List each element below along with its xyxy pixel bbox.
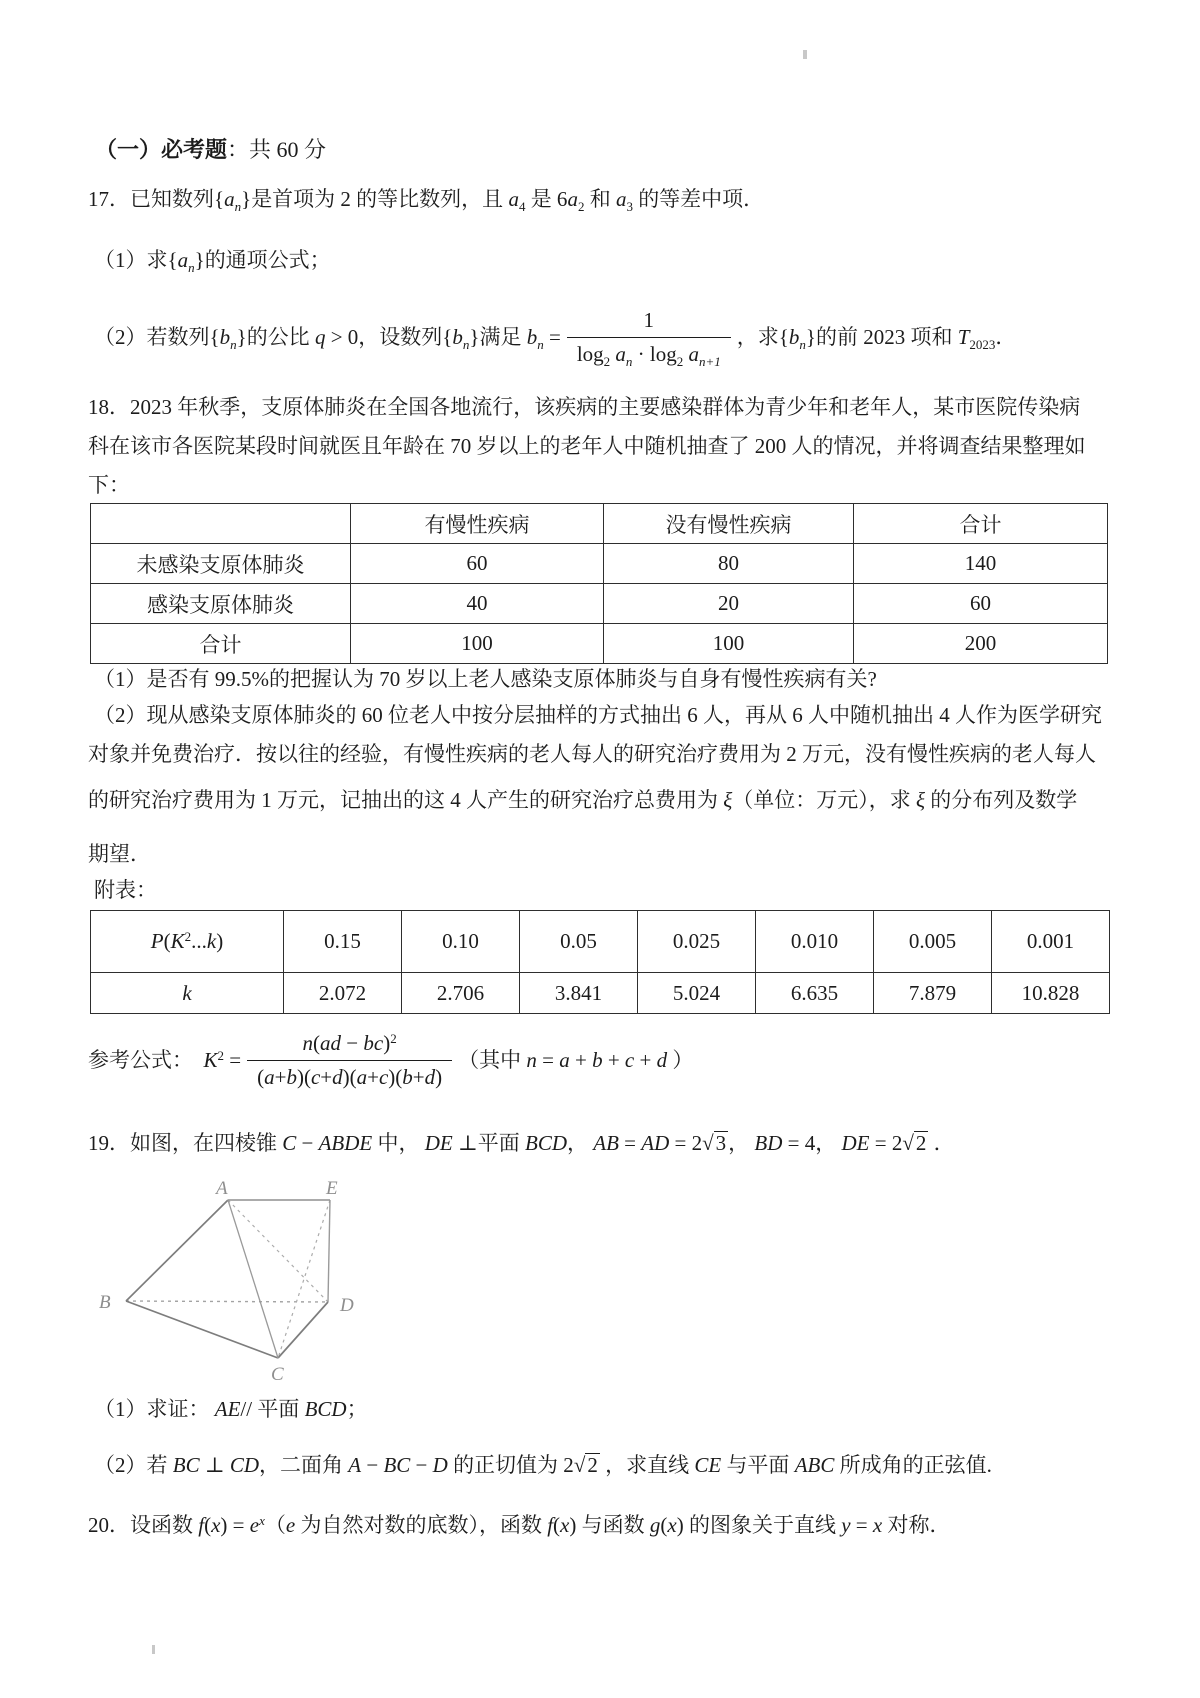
table-cell: 0.15 — [284, 911, 402, 973]
table-cell: 10.828 — [992, 973, 1110, 1014]
table-cell — [91, 504, 351, 544]
q18-stem-line2: 科在该市各医院某段时间就医且年龄在 70 岁以上的老年人中随机抽查了 200 人的情况，并将调查结果整理如 — [88, 434, 1086, 458]
edge-cd — [278, 1302, 328, 1358]
q18-appendix-label: 附表： — [94, 878, 157, 902]
table-cell: 6.635 — [756, 973, 874, 1014]
table-cell: 80 — [604, 544, 854, 584]
reference-formula-post: （其中 n = a + b + c + d ） — [458, 1047, 694, 1072]
bn-fraction-denominator: $\log_2 a_n \cdot \log_2 a_{n+1}$ — [567, 337, 731, 367]
edge-bd — [126, 1301, 328, 1302]
k2-fraction-denominator: (a+b)(c+d)(a+c)(b+d) — [247, 1060, 452, 1090]
table-cell: 5.024 — [638, 973, 756, 1014]
reference-formula-pre: 参考公式： $K^2$ = — [88, 1047, 242, 1072]
q19-stem: 19．如图，在四棱锥 C − ABDE 中， DE ⊥平面 BCD， AB = AD = 2√3， BD = 4， DE = 2√2 ． — [88, 1131, 955, 1155]
table-row — [91, 911, 1110, 973]
q19-part1: （1）求证： AE// 平面 BCD； — [94, 1397, 368, 1421]
table-cell-p-k2: $P(K^2...k)$ — [91, 911, 284, 973]
table-cell: 100 — [351, 624, 604, 664]
table-cell: 未感染支原体肺炎 — [91, 544, 351, 584]
table-cell: 合计 — [91, 624, 351, 664]
figure-label-b: B — [99, 1292, 111, 1313]
pyramid-figure — [95, 1180, 375, 1395]
section-heading — [95, 136, 326, 164]
table-cell: 0.10 — [402, 911, 520, 973]
table-cell: 0.010 — [756, 911, 874, 973]
bn-fraction — [567, 307, 731, 367]
edge-ac — [228, 1200, 278, 1358]
scan-artifact-top — [803, 50, 807, 59]
table-cell: 0.025 — [638, 911, 756, 973]
reference-formula — [88, 1022, 693, 1098]
table-cell: 140 — [854, 544, 1108, 584]
table-row — [91, 584, 1108, 624]
scan-artifact-bottom — [152, 1645, 155, 1654]
table-row — [91, 973, 1110, 1014]
table-cell: 2.706 — [402, 973, 520, 1014]
q18-part2-line3: 的研究治疗费用为 1 万元，记抽出的这 4 人产生的研究治疗总费用为 ξ（单位：万元），求 ξ 的分布列及数学 — [88, 788, 1078, 812]
figure-label-a: A — [216, 1180, 228, 1199]
edge-ed — [328, 1200, 330, 1302]
table-cell: 60 — [351, 544, 604, 584]
q18-part2-line2: 对象并免费治疗．按以往的经验，有慢性疾病的老人每人的研究治疗费用为 2 万元，没有慢性疾病的老人每人 — [88, 742, 1096, 766]
section-heading-rest: ：共 60 分 — [227, 137, 327, 162]
table-cell: 2.072 — [284, 973, 402, 1014]
q18-part2-line1: （2）现从感染支原体肺炎的 60 位老人中按分层抽样的方式抽出 6 人，再从 6 人中随机抽出 4 人作为医学研究 — [94, 703, 1102, 727]
edge-ad — [228, 1200, 328, 1302]
table-cell: 有慢性疾病 — [351, 504, 604, 544]
q18-stem-line3: 下： — [88, 473, 130, 497]
table-cell-k: k — [91, 973, 284, 1014]
table-row — [91, 504, 1108, 544]
table-row — [91, 624, 1108, 664]
q17-stem: 17．已知数列$\{a_n\}$是首项为 2 的等比数列，且 $a_4$ 是 $6a_2$ 和 $a_3$ 的等差中项． — [88, 187, 765, 214]
table-cell: 感染支原体肺炎 — [91, 584, 351, 624]
table-cell: 合计 — [854, 504, 1108, 544]
critical-values-table — [90, 910, 1110, 1014]
q17-part2-pre: （2）若数列$\{b_n\}$的公比 q > 0，设数列$\{b_n\}$满足 $b_n$ = — [94, 324, 561, 352]
figure-label-d: D — [340, 1295, 354, 1316]
table-cell: 7.879 — [874, 973, 992, 1014]
edge-bc — [126, 1301, 278, 1358]
table-cell: 200 — [854, 624, 1108, 664]
figure-label-c: C — [271, 1364, 284, 1385]
k2-fraction-numerator: n(ad − bc)$^2$ — [302, 1031, 397, 1056]
q17-part2 — [94, 299, 1016, 375]
table-row — [91, 544, 1108, 584]
edge-ab — [126, 1200, 228, 1301]
table-cell: 0.05 — [520, 911, 638, 973]
table-cell: 没有慢性疾病 — [604, 504, 854, 544]
table-cell: 40 — [351, 584, 604, 624]
table-cell: 3.841 — [520, 973, 638, 1014]
figure-label-e: E — [326, 1180, 338, 1199]
bn-fraction-numerator: 1 — [643, 308, 655, 333]
q17-part2-post: ，求$\{b_n\}$的前 2023 项和 $T_{2023}$． — [736, 324, 1017, 352]
edge-ec — [278, 1200, 330, 1358]
q19-part2: （2）若 BC ⊥ CD，二面角 A − BC − D 的正切值为 2√2 ，求直线 CE 与平面 ABC 所成角的正弦值. — [94, 1453, 992, 1477]
section-heading-bold: （一）必考题 — [95, 137, 228, 162]
q20-stem: 20．设函数 $f(x) = e^x(e$ 为自然对数的底数），函数 f(x) 与函数 g(x) 的图象关于直线 y = x 对称． — [88, 1513, 951, 1537]
q18-part2-line4: 期望． — [88, 842, 151, 866]
k2-fraction — [247, 1030, 452, 1090]
table-cell: 0.005 — [874, 911, 992, 973]
table-cell: 0.001 — [992, 911, 1110, 973]
table-cell: 60 — [854, 584, 1108, 624]
q17-part1: （1）求$\{a_n\}$的通项公式； — [94, 248, 331, 275]
table-cell: 20 — [604, 584, 854, 624]
table-cell: 100 — [604, 624, 854, 664]
q18-part1: （1）是否有 99.5%的把握认为 70 岁以上老人感染支原体肺炎与自身有慢性疾病有关? — [94, 667, 877, 691]
contingency-table — [90, 503, 1108, 664]
q18-stem-line1: 18．2023 年秋季，支原体肺炎在全国各地流行，该疾病的主要感染群体为青少年和老年人，某市医院传染病 — [88, 395, 1081, 419]
